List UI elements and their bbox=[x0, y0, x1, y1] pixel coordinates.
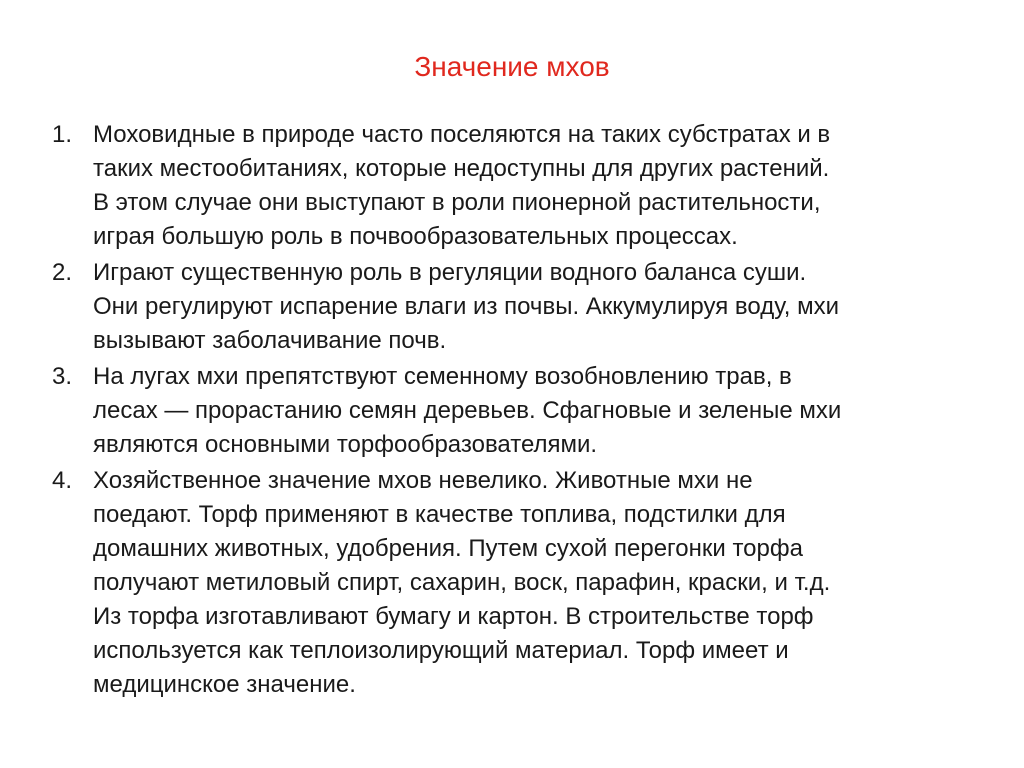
text-line: лесах — прорастанию семян деревьев. Сфагновые и зеленые мхи bbox=[93, 397, 842, 424]
item-text bbox=[93, 256, 992, 358]
item-number: 2. bbox=[52, 259, 73, 286]
list-item bbox=[52, 464, 992, 702]
text-line: таких местообитаниях, которые недоступны для других растений. bbox=[93, 155, 830, 182]
text-line: На лугах мхи препятствуют семенному возобновлению трав, в bbox=[93, 363, 792, 390]
text-line: Играют существенную роль в регуляции водного баланса суши. bbox=[93, 259, 807, 286]
text-line: Хозяйственное значение мхов невелико. Животные мхи не bbox=[93, 467, 753, 494]
text-line: получают метиловый спирт, сахарин, воск, парафин, краски, и т.д. bbox=[93, 569, 831, 596]
text-line: Из торфа изготавливают бумагу и картон. В строительстве торф bbox=[93, 603, 814, 630]
item-text bbox=[93, 464, 992, 702]
text-line: В этом случае они выступают в роли пионерной растительности, bbox=[93, 189, 821, 216]
text-line: являются основными торфообразователями. bbox=[93, 431, 598, 458]
item-number: 3. bbox=[52, 363, 73, 390]
item-number: 4. bbox=[52, 467, 73, 494]
text-line: Они регулируют испарение влаги из почвы. Аккумулируя воду, мхи bbox=[93, 293, 840, 320]
list-item bbox=[52, 360, 992, 462]
item-number: 1. bbox=[52, 121, 73, 148]
list-item bbox=[52, 256, 992, 358]
text-line: медицинское значение. bbox=[93, 671, 356, 698]
text-line: домашних животных, удобрения. Путем сухой перегонки торфа bbox=[93, 535, 803, 562]
text-line: используется как теплоизолирующий материал. Торф имеет и bbox=[93, 637, 789, 664]
text-line: Моховидные в природе часто поселяются на таких субстратах и в bbox=[93, 121, 831, 148]
item-text bbox=[93, 360, 992, 462]
text-line: вызывают заболачивание почв. bbox=[93, 327, 447, 354]
text-line: поедают. Торф применяют в качестве топлива, подстилки для bbox=[93, 501, 786, 528]
text-line: играя большую роль в почвообразовательных процессах. bbox=[93, 223, 738, 250]
item-text bbox=[93, 118, 992, 254]
slide-title: Значение мхов bbox=[414, 51, 610, 82]
list-item bbox=[52, 118, 992, 254]
numbered-list bbox=[52, 118, 992, 704]
